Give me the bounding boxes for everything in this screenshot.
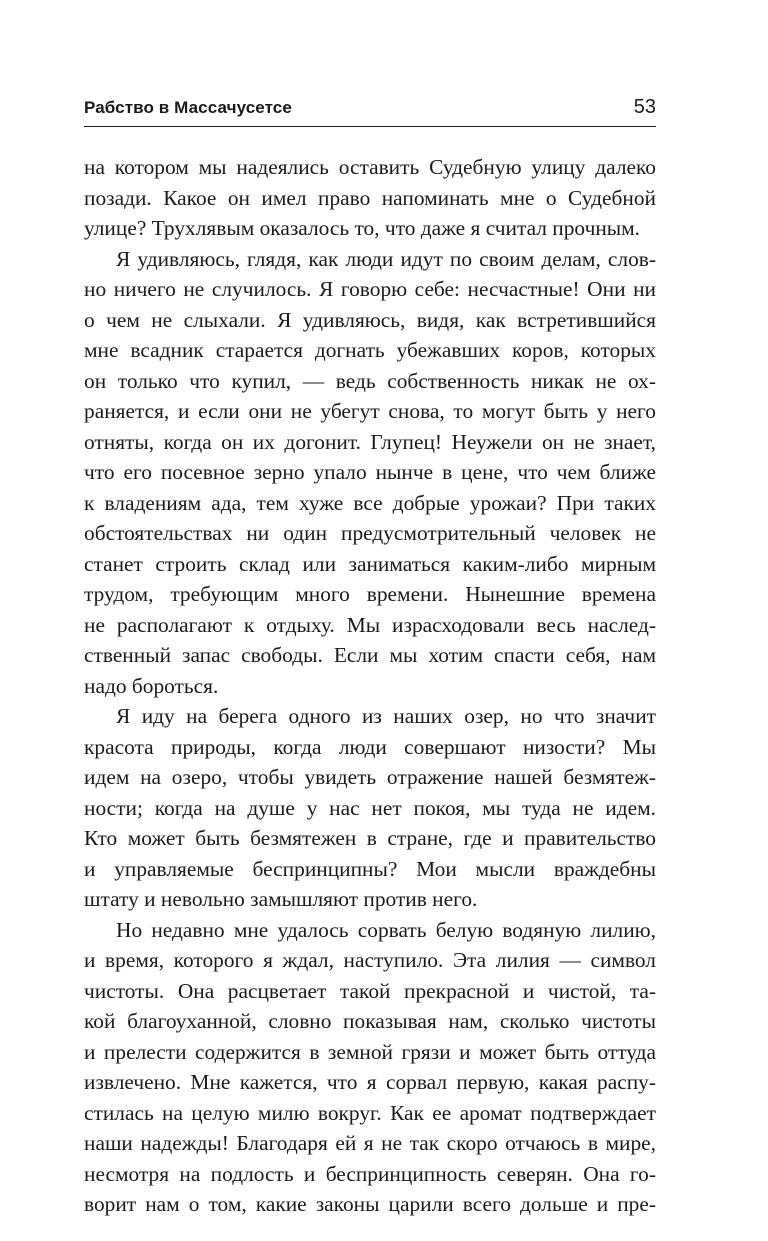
text-line: не располагают к отдыху. Мы израсходовали весь наслед- [84,612,656,637]
text-line: штату и невольно замышляют против него. [84,887,478,911]
text-line: он только что купил, — ведь собственность никак не ох- [84,368,656,393]
running-title: Рабство в Массачусетсе [84,98,292,117]
text-line: надо бороться. [84,673,219,698]
body-text [84,152,656,1220]
text-line: идем на озеро, чтобы увидеть отражение нашей безмятеж- [84,765,656,789]
text-line: раняется, и если они не убегут снова, то могут быть у него [84,399,656,423]
text-line: что его посевное зерно упало нынче в цене, что чем ближе [84,460,656,484]
text-line: трудом, требующим много времени. Нынешние времена [84,582,656,606]
text-line: и управляемые беспринципны? Мои мысли враждебны [84,856,656,881]
text-line: Я иду на берега одного из наших озер, но что значит [116,704,656,728]
page-number: 53 [633,96,656,118]
text-line: но ничего не случилось. Я говорю себе: несчастные! Они ни [84,277,656,301]
text-line: кой благоуханной, словно показывая нам, сколько чистоты [84,1009,656,1033]
text-line: обстоятельствах ни один предусмотрительный человек не [84,521,656,545]
text-line: к владениям ада, тем хуже все добрые урожаи? При таких [84,490,656,515]
text-line: Я удивляюсь, глядя, как люди идут по своим делам, слов- [116,246,656,271]
text-line: и прелести содержится в земной грязи и может быть оттуда [84,1039,656,1064]
text-line: отняты, когда он их догонит. Глупец! Неужели он не знает, [84,429,656,454]
text-line: станет строить склад или заниматься каким-либо мирным [84,551,656,576]
text-line: о чем не слыхали. Я удивляюсь, видя, как встретившийся [84,307,656,332]
text-line: извлечено. Мне кажется, что я сорвал первую, какая распу- [84,1070,656,1094]
text-line: несмотря на подлость и беспринципность северян. Она го- [84,1161,656,1186]
running-header [84,92,656,127]
text-line: стилась на целую милю вокруг. Как ее аромат подтверждает [84,1100,656,1125]
text-line: улице? Трухлявым оказалось то, что даже я считал прочным. [84,216,641,240]
text-line: мне всадник старается догнать убежавших коров, которых [84,338,656,362]
text-line: ворит нам о том, какие законы царили всего дольше и пре- [84,1192,656,1216]
text-line: красота природы, когда люди совершают низости? Мы [84,734,656,759]
text-line: и время, которого я ждал, наступило. Эта лилия — символ [84,948,656,972]
text-line: наши надежды! Благодаря ей я не так скоро отчаюсь в мире, [84,1131,656,1155]
text-line: на котором мы надеялись оставить Судебную улицу далеко [84,155,656,179]
text-line: позади. Какое он имел право напоминать мне о Судебной [84,185,656,210]
text-line: Кто может быть безмятежен в стране, где и правительство [84,826,656,850]
text-line: чистоты. Она расцветает такой прекрасной и чистой, та- [84,978,656,1003]
book-page [84,0,656,1241]
text-line: ственный запас свободы. Если мы хотим спасти себя, нам [84,643,656,667]
text-line: ности; когда на душе у нас нет покоя, мы туда не идем. [84,795,656,820]
text-line: Но недавно мне удалось сорвать белую водяную лилию, [116,917,656,942]
